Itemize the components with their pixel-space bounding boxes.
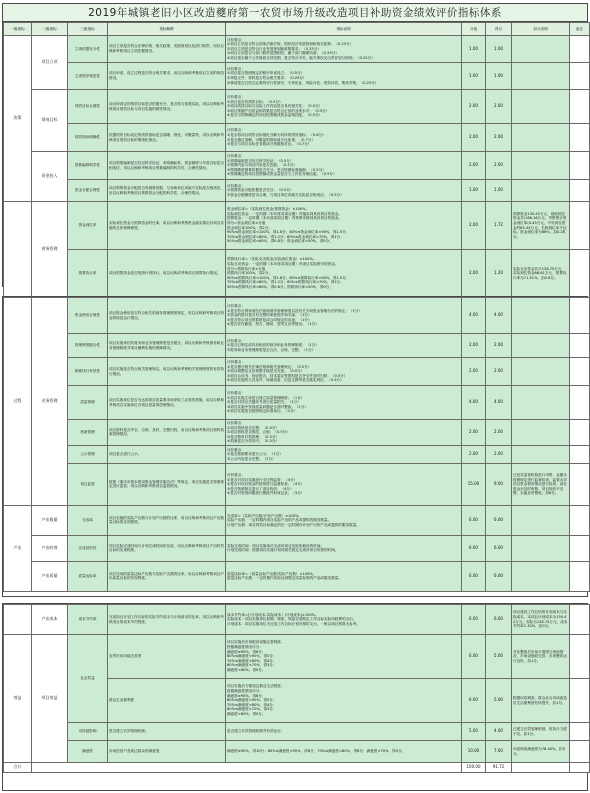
indicator-remark [570,152,590,180]
indicator-explain: 项目预算资金是否按照计划执行，用以反映或考核项目预算执行情况。 [108,250,226,298]
level3-social-benefit: 社会效益 [68,635,108,723]
indicator-explain: 完成项目计划工作目标的实际节约成本与计划成本的比率，用以反映和考核项目的成本节约程度。 [108,605,226,635]
header-got: 得分 [486,23,512,36]
indicator-explain: 项目预算资金分配是否有测算依据，与补助单位或地方实际是否相适应，用以反映和考核项目预算资金分配的科学性、合理性情况。 [108,180,226,202]
indicator-deduct [512,90,570,124]
indicator-score: 6.00 [462,505,486,535]
indicator-explain: 项目资金使用是否符合相关的财务管理制度规定，用以反映和考核项目资金的规范运行情况。 [108,298,226,334]
indicator-remark [570,535,590,561]
indicator-explain: 实际到位资金与预算资金的比率，用以反映和考核资金落实情况对项目实施的总体保障程度。 [108,202,226,250]
indicator-name: 资金到位率 [68,202,108,250]
level2-project-setup: 项目立项 [32,36,68,90]
header-explain: 指标解释 [108,23,226,36]
level2-output-cost: 产出成本 [32,605,68,635]
indicator-deduct [512,298,570,334]
indicator-score: 4.00 [462,298,486,334]
indicator-deduct: 已经对监管机构进行申报：金额未按照规定进行监督检查，监管未对项目资金使用情况进行检查；部分资金未及时审核，项目验收不完整，未能及时整改，扣6分。 [512,463,570,505]
indicator-score: 1.00 [462,180,486,202]
indicator-remark [570,36,590,63]
indicator-got: 5.00 [486,679,512,723]
level2-output-quality: 产出质量 [32,561,68,591]
table-section-1 [2,3,588,287]
indicator-table-part2 [3,297,590,592]
header-remark: 备注 [570,23,590,36]
indicator-explain: 项目实施是否符合相关管理规定，用以反映和考核相关管理制度的有效执行情况。 [108,358,226,386]
indicator-deduct [512,505,570,535]
indicator-remark [570,463,590,505]
header-level1: 一级指标 [4,23,32,36]
indicator-note: 评价要点： ①是否符合国家财经法规和财务管理制度以及有关专项资金管理办法的规定；（1分） ②资金的拨付是否有完整的审批程序和手续；（1分） ③是否符合项目预算批复或合同规定的用途；（1分） ④是否存在截留、挤占、挪用、虚列支出等情况。（1分） [226,298,462,334]
indicator-remark [570,420,590,446]
indicator-explain: 农贸市场功能完善度 [108,635,226,679]
indicator-score: 2.00 [462,445,486,463]
total-deduct [512,763,570,773]
level1-decision-cont [4,202,32,298]
indicator-remark [570,679,590,723]
level2-output-qty: 产出数量 [32,505,68,535]
indicator-note: 评价要点： ①预算资金分配依据是否充分；（0.5分） ②资金分配额度是否合理，与项目单位或地方实际是否相适应。（0.5分） [226,180,462,202]
indicator-got: 1.00 [486,36,512,63]
total-score: 100.00 [462,763,486,773]
indicator-deduct [512,420,570,446]
indicator-remark [570,358,590,386]
indicator-note: 评价要点： ①项目是否有绩效目标；（0.5分） ②项目绩效目标与实际工作内容是否具有相关性；（0.5分） ③项目预期产出效益和效果是否符合正常的业绩水平；（0.5分） ④是否与预算确定的项目投资额或资金量相匹配。（0.5分） [226,90,462,124]
total-spacer [32,763,462,773]
indicator-score: 2.00 [462,152,486,180]
indicator-name: 资金使用合规性 [68,298,108,334]
indicator-deduct [512,386,570,420]
indicator-score: 6.00 [462,635,486,679]
indicator-name: 预算编制科学性 [68,152,108,180]
indicator-name: 预算执行率 [68,250,108,298]
page-title: 2019年城镇老旧小区改造夔府第一农贸市场升级改造项目补助资金绩效评价指标体系 [3,4,587,22]
indicator-explain: 项目申请、设立过程是否符合相关要求，用以反映和考核项目立项的规范情况。 [108,63,226,90]
indicator-name: 立项程序规范性 [68,63,108,90]
indicator-name: 质量达标率 [68,561,108,591]
indicator-name: 绩效指标明确性 [68,124,108,152]
indicator-explain: 项目完成的质量达标产出数与实际产出数的比率，用以反映和考核项目产出质量目标的实现程度。 [108,561,226,591]
indicator-name: 制度执行有效性 [68,358,108,386]
indicator-remark [570,635,590,679]
level1-process: 过程 [4,298,32,506]
indicator-score: 2.00 [462,90,486,124]
indicator-note: 成本节约率=[（计划成本-实际成本）/计划成本]×100%。 实际成本：项目实施单位如期、保质、保量完成既定工作目标实际所耗费的支出。 计划成本：项目实施单位为完成工作目标计划安排的支出，一般以项目预算为参考。 [226,605,462,635]
level2-business-mgmt: 业务管理 [32,298,68,506]
indicator-remark [570,505,590,535]
indicator-name: 立项依据充分性 [68,36,108,63]
indicator-note: 评价要点： ①项目立项是否符合国家法律法规、国民经济发展规划和相关政策；（0.25分） ②项目立项是否符合行业发展规划和政策要求；（0.25分） ③项目立项是否与部门职责范围相符，属于部门履职所需；（0.25分） ④项目是否属于公共财政支持范围，是否符合中央、地方事权支出责任划分原则；（0.25分） [226,36,462,63]
indicator-deduct [512,180,570,202]
indicator-explain: 按照《重庆市基本建设资金管理实施办法》等规定，项目实施是否按照规定进行监管，用以反映和考核项目监管情况。 [108,463,226,505]
total-remark [570,763,590,773]
indicator-remark [570,90,590,124]
indicator-deduct [512,358,570,386]
indicator-got: 1.20 [486,250,512,298]
indicator-note: 评价要点： ①项目是否按照规定的程序申请设立；（0.5分） ②审批文件、材料是否符合相关要求；（0.25分） ③事前是否已经过必要的可行性研究、专家论证、风险评估、绩效评估、集体决策。（0.25分） [226,63,462,90]
indicator-got: 7.00 [486,741,512,763]
indicator-explain: 群众生活便利度 [108,679,226,723]
indicator-got: 9.00 [486,463,512,505]
level1-output-cont [4,605,32,635]
indicator-got: 2.00 [486,334,512,358]
indicator-name: 完成率 [68,505,108,535]
indicator-remark [570,386,590,420]
indicator-explain: 项目实施单位是否为达到项目质量要求而采取了必需的措施，用以反映和考核项目实施单位对项目质量的控制情况。 [108,386,226,420]
indicator-name: 档案管理 [68,420,108,446]
indicator-note: 质量达标率=（质量达标产出数/实际产出数）×100%。 质量达标产出数：一定时期内实际达到既定质量标准的产品或服务数量。 [226,561,462,591]
indicator-remark [570,334,590,358]
level1-effect: 效益 [4,635,32,763]
indicator-explain: 项目是否进行公示。 [108,445,226,463]
indicator-score: 2.00 [462,250,486,298]
indicator-table-part1 [3,22,590,298]
level1-output: 产出 [4,505,32,591]
indicator-got: 2.00 [486,445,512,463]
header-score: 分值 [462,23,486,36]
indicator-score: 5.00 [462,723,486,741]
indicator-deduct: 已建立长效管理机制，但执行力度不足，扣1分。 [512,723,570,741]
indicator-name: 项目监管 [68,463,108,505]
indicator-note: 评价要点： ①预算编制是否经过科学论证；（0.5分） ②预算内容与项目内容是否匹配；（0.5分） ③预算额度测算依据是否充分，是否按照标准编制；（0.5分） ④预算确定的项目投资额或资金量是否与工作任务相匹配。（0.5分） [226,152,462,180]
indicator-deduct: 预算资金130.42万元，财政到位资金共计86.16万元，考察预计资金到位率(4.45万元，中央到位资金约85.34万元，名称到位率不达标。资金到位率为86%，扣0.28分。 [512,202,570,250]
indicator-note: 满意度≥90%，得10分；80%≤满意度<90%，得8分；70%≤满意度<80%，得6分；满意度<70%，得0分。 [226,741,462,763]
indicator-deduct [512,561,570,591]
indicator-note: 项目实施后方便周边群众生活程度。 按照满意度情况评分： 满意度≥90%，得6分； 80%≤满意度<90%，得5分； 70%≤满意度<80%，得4分； 60%≤满意度<70%，得3分； 满意度<60%，得0分。 [226,679,462,723]
indicator-remark [570,298,590,334]
indicator-score: 2.00 [462,420,486,446]
indicator-explain: 依据绩效目标设定的绩效指标是否清晰、细化、可衡量等，用以反映和考核项目绩效目标的明细化情况。 [108,124,226,152]
indicator-remark [570,605,590,635]
indicator-deduct: 实际支出资金共计128.70万元，实际到位资金86.61万元，预算执行率为71.51%，扣0.8分。 [512,250,570,298]
indicator-explain: 是否建立长效管理机制。 [108,723,226,741]
indicator-note: 评价要点： ①项目实施主体是否建立质量管理制度；（1分） ②是否对项目关键环节进行质量把关；（1分） ③项目实施中发现质量问题是否及时整改；（1分） ④项目实施是否按照规定标准执行。（1分） [226,386,462,420]
indicator-deduct [512,152,570,180]
indicator-got: 1.00 [486,63,512,90]
header-level2: 二级指标 [32,23,68,36]
indicator-deduct: 问卷调查满意度为78.40%，扣3分。 [512,741,570,763]
indicator-score: 10.00 [462,741,486,763]
table-section-3 [2,603,588,791]
indicator-score: 4.00 [462,386,486,420]
indicator-got: 2.00 [486,124,512,152]
indicator-score: 2.00 [462,334,486,358]
indicator-note: 评价要点： ①是否已制定或具有相应的财务和业务管理制度；（1分） ②财务和业务管理制度是否合法、合规、完整。（1分） [226,334,462,358]
indicator-remark [570,180,590,202]
indicator-remark [570,741,590,763]
indicator-remark [570,561,590,591]
indicator-remark [570,445,590,463]
indicator-explain: 项目资料是否齐全、合规、及时、完整归档，用以反映和考核项目资料档案管理情况。 [108,420,226,446]
indicator-note: 实际完成时间：项目实施单位完成该项目实际所耗用的时间。 计划完成时间：按照项目实施计划或相关规定完成该项目所需的时间。 [226,535,462,561]
indicator-remark [570,124,590,152]
indicator-score: 2.00 [462,124,486,152]
indicator-score: 15.00 [462,463,486,505]
indicator-note: 评价要点： ①是否对项目实施进行全过程监管；（4分） ②是否对项目资金的使用进行监督检查；（4分） ③是否按照规定进行了项目验收；（4分） ④是否对发现问题进行整改并形成记录。（3分） [226,463,462,505]
indicator-got: 6.00 [486,561,512,591]
indicator-score: 6.00 [462,535,486,561]
indicator-got: 2.00 [486,90,512,124]
indicator-deduct [512,36,570,63]
header-note: 指标说明 [226,23,462,36]
indicator-deduct: 对比整改后市场平面图与现场情况，市场设施较完善；市场整体运行良好，扣1分。 [512,635,570,679]
indicator-score: 6.00 [462,605,486,635]
indicator-got: 6.00 [486,535,512,561]
level1-decision: 决策 [4,36,32,202]
indicator-note: 评价要点： ①是否按照要求进行公示；（1分） ②公示内容是否完整。（1分） [226,445,462,463]
indicator-note: 评价要点： ①是否遵守相关法律法规和相关管理规定；（0.5分） ②项目调整及支出调整手续是否完备；（0.5分） ③项目合同书、验收报告、技术鉴定等资料是否齐全并及时归档；（0.5分） ④项目实施的人员条件、场地设备、信息支撑等是否落实到位。（0.5分） [226,358,462,386]
indicator-score: 6.00 [462,561,486,591]
total-label: 合计 [4,763,32,773]
indicator-score: 1.00 [462,36,486,63]
indicator-got: 2.00 [486,152,512,180]
header-level3: 三级指标 [68,23,108,36]
indicator-score: 2.00 [462,358,486,386]
indicator-explain: 项目立项是否符合法律法规、相关政策、发展规划以及部门职责，用以反映和考核项目立项依据情况。 [108,36,226,63]
indicator-note: 完成率=（实际产出数/计划产出数）×100%。 实际产出数：一定时期内项目实际产出的产品或提供的服务数量。 计划产出数：项目绩效目标确定的在一定时期内计划产出的产品或提供的服务数量。 [226,505,462,535]
total-got: 91.72 [486,763,512,773]
indicator-name: 资金分配合理性 [68,180,108,202]
indicator-explain: 项目所设定的绩效目标是否依据充分，是否符合客观实际，用以反映和考核项目绩效目标与项目实施的相符情况。 [108,90,226,124]
indicator-got: 4.00 [486,723,512,741]
indicator-name: 管理制度健全性 [68,334,108,358]
indicator-explain: 项目实际完成时间与计划完成时间的比较，用以反映和考核项目产出时效目标的实现程度。 [108,535,226,561]
indicator-name: 质量管理 [68,386,108,420]
indicator-got: 5.00 [486,635,512,679]
indicator-got: 1.72 [486,202,512,250]
indicator-score: 6.00 [462,679,486,723]
indicator-got: 4.00 [486,386,512,420]
level2-performance-target: 绩效目标 [32,90,68,152]
indicator-got: 4.00 [486,298,512,334]
indicator-name: 公示管理 [68,445,108,463]
indicator-score: 2.00 [462,202,486,250]
indicator-got: 2.00 [486,420,512,446]
indicator-remark [570,250,590,298]
level3-satisfaction: 满意度 [68,741,108,763]
indicator-note: 项目实施后市场配套设施完善程度。 按照满意度情况评分： 满意度≥90%，得6分； 80%≤满意度<90%，得5分； 70%≤满意度<80%，得4分； 60%≤满意度<70%，得3分； 满意度<60%，得0分。 [226,635,462,679]
indicator-explain: 项目预算编制是否经过科学论证、有明确标准，资金额度与年度目标是否相适应，用以反映和考核项目预算编制的科学性、合理性情况。 [108,152,226,180]
indicator-deduct [512,124,570,152]
header-deduct: 扣分说明 [512,23,570,36]
level2-project-benefit: 项目效益 [32,635,68,763]
indicator-name: 成本节约率 [68,605,108,635]
indicator-deduct: 项目建设工作总结的计划成本与实际成本，本项目计划成本为130.42万元，实际为128.70万元，成本节约率1.32%，扣0分。 [512,605,570,635]
table-section-2 [2,296,588,597]
indicator-name: 完成及时性 [68,535,108,561]
indicator-got: 6.00 [486,605,512,635]
level2-fund-mgmt: 财务管理 [32,202,68,298]
indicator-got: 2.00 [486,358,512,386]
indicator-got: 1.00 [486,180,512,202]
indicator-remark [570,723,590,741]
indicator-note: 是否建立长效管理机制并有效运行。 [226,723,462,741]
indicator-note: 评价要点： ①是否将项目绩效目标细化分解为具体的绩效指标；（0.6分） ②是否通过清晰、可衡量的指标值予以体现；（0.7分） ③是否与项目目标任务数或计划数相对应。（0.7分） [226,124,462,152]
indicator-explain: 项目实施单位的财务和业务管理制度是否健全，用以反映和考核财务和业务管理制度对项目顺利实施的保障情况。 [108,334,226,358]
indicator-explain: 市场经营户及周边群众的满意度。 [108,741,226,763]
level3-sustain: 可持续影响 [68,723,108,741]
indicator-table-part3 [3,604,590,773]
indicator-explain: 项目实施的实际产出数与计划产出数的比率，用以反映和考核项目产出数量目标的实现程度。 [108,505,226,535]
indicator-note: 预算执行率=（实际支出资金/实际到位资金）×100%。 实际支出资金：一定时期（本年度或项目期）内项目实际拨付的资金。 得分=预算执行率×分值 预算执行率100%，得2分； 90%≤预算执行率<100%，得1.8分；80%≤预算执行率<90%，得1.5分； 70%≤预算执行率<80%，得1.2分；60%≤预算执行率<70%，得1分； 50%≤预算执行率<60%，得0.8分；预算执行率<50%，得0分。 [226,250,462,298]
indicator-got: 6.00 [486,505,512,535]
level2-output-time: 产出时效 [32,535,68,561]
level2-fund-input: 资金投入 [32,152,68,202]
indicator-deduct [512,334,570,358]
indicator-note: 评价要点： ①项目资料是否完整；（0.5分） ②项目资料是否规范、合规；（0.5分） ③是否按时归档管理。（0.5分） ④档案是否分类有序。（0.5分） [226,420,462,446]
indicator-score: 1.00 [462,63,486,90]
indicator-deduct [512,445,570,463]
indicator-name: 绩效目标合理性 [68,90,108,124]
indicator-deduct [512,535,570,561]
indicator-deduct [512,63,570,90]
indicator-remark [570,63,590,90]
indicator-deduct: 根据问卷调查，群众认为市场改造后生活便利度有所提升，扣1分。 [512,679,570,723]
indicator-remark [570,202,590,250]
indicator-note: 资金到位率=（实际到位资金/预算资金）×100%。 实际到位资金：一定时期（本年度或项目期）内落实到具体项目的资金。 预算资金：一定时期（本年度或项目期）内预算安排到具体项目的资金。 得分=资金到位率×分值 资金到位率100%，得2分； 90%≤资金到位率<100%，得1.8分；80%≤资金到位率<90%，得1.5分； 70%≤资金到位率<80%，得1.2分；60%≤资金到位率<70%，得1分； 50%≤资金到位率<60%，得0.8分；资金到位率<50%，得0分。 [226,202,462,250]
